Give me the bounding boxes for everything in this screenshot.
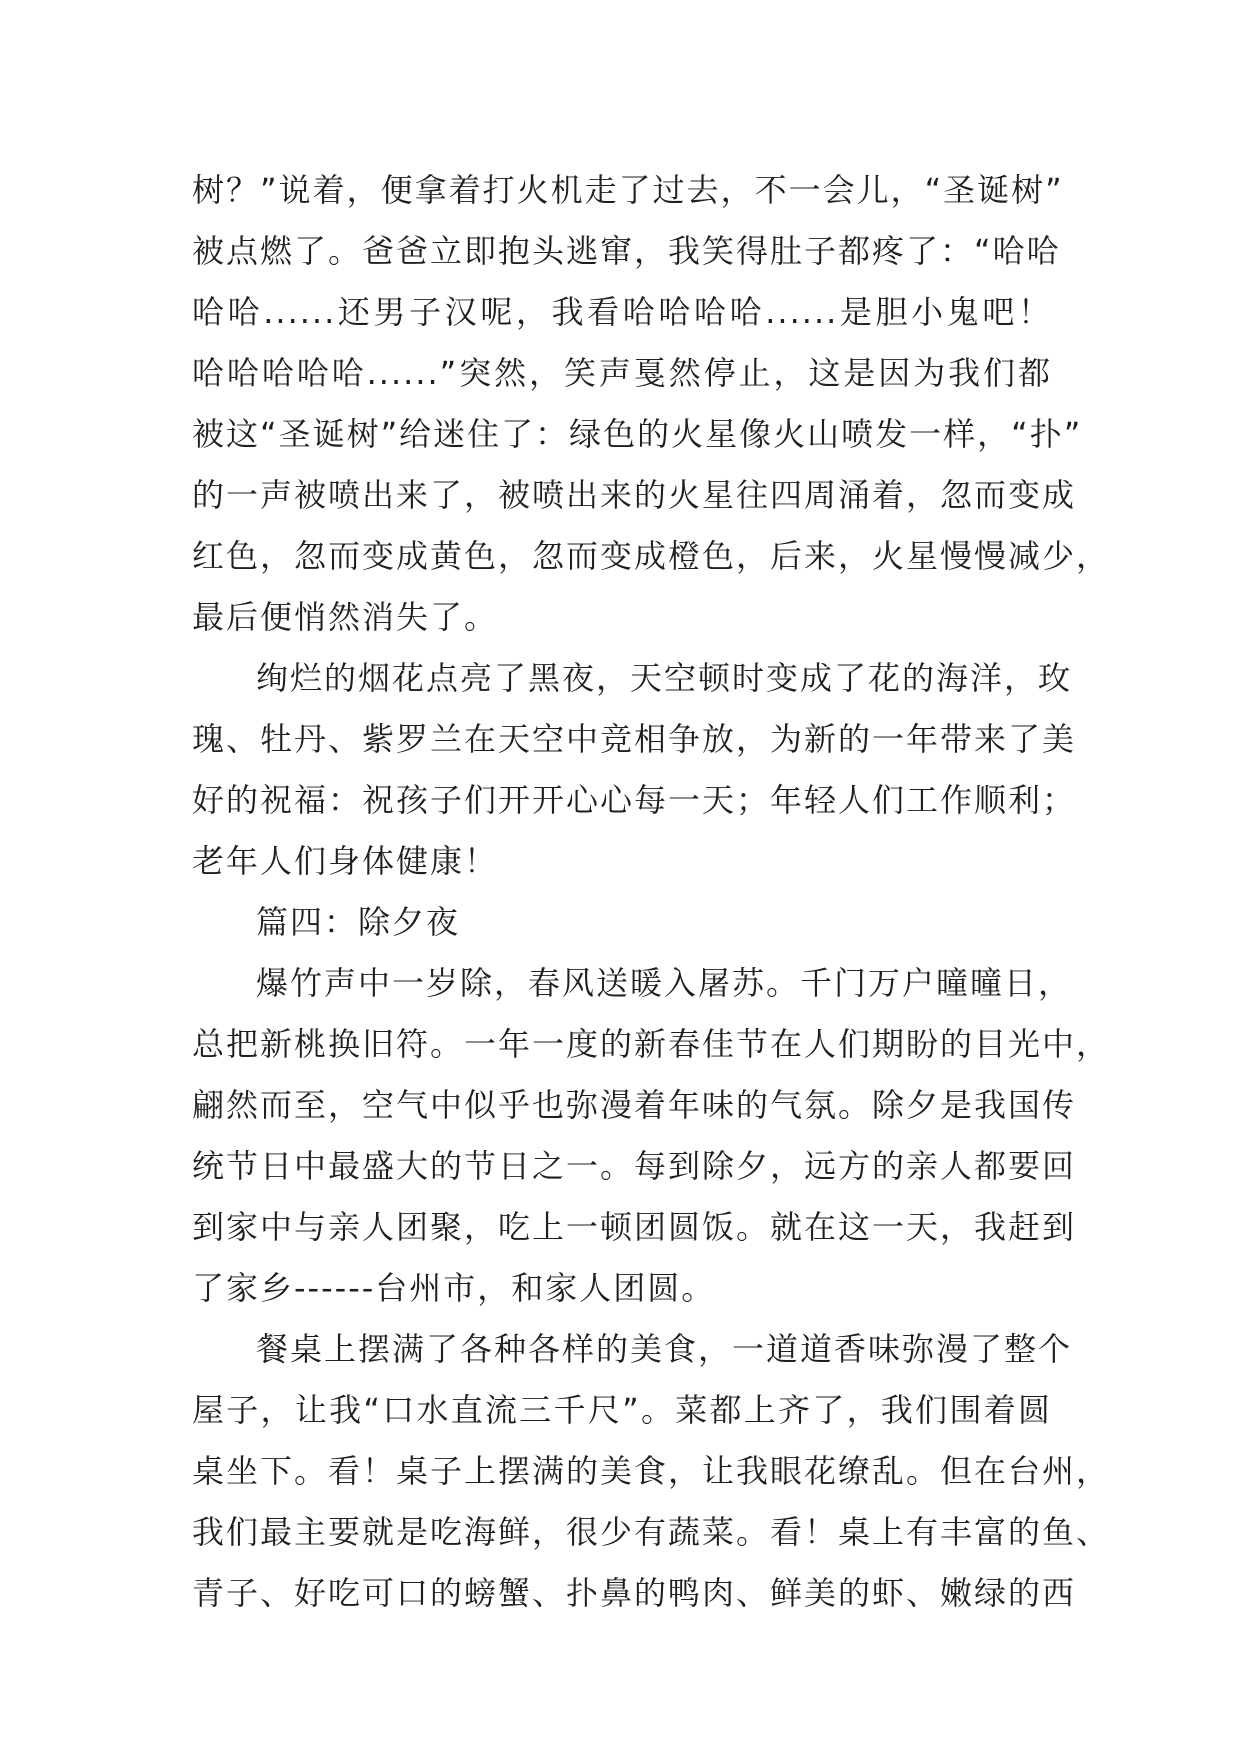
text-line: 我们最主要就是吃海鲜，很少有蔬菜。看！桌上有丰富的鱼、: [192, 1513, 1111, 1551]
text-line: 统节日中最盛大的节日之一。每到除夕，远方的亲人都要回: [192, 1147, 1077, 1185]
text-line: 到家中与亲人团聚，吃上一顿团圆饭。就在这一天，我赶到: [192, 1208, 1077, 1246]
paragraph-fireworks-tree: [192, 160, 1111, 648]
text-line: 好的祝福：祝孩子们开开心心每一天；年轻人们工作顺利；: [192, 781, 1077, 819]
section-heading: 篇四：除夕夜: [256, 903, 461, 941]
text-line: 最后便悄然消失了。: [192, 598, 499, 636]
text-line: 被这“圣诞树”给迷住了：绿色的火星像火山喷发一样，“扑”: [192, 415, 1083, 453]
text-line: 翩然而至，空气中似乎也弥漫着年味的气氛。除夕是我国传: [192, 1086, 1077, 1124]
text-line: 屋子，让我“口水直流三千尺”。菜都上齐了，我们围着圆: [192, 1391, 1052, 1429]
text-line: 了家乡------台州市，和家人团圆。: [192, 1269, 716, 1307]
text-line: 瑰、牡丹、紫罗兰在天空中竞相争放，为新的一年带来了美: [192, 720, 1077, 758]
text-line: 绚烂的烟花点亮了黑夜，天空顿时变成了花的海洋，玫: [256, 659, 1073, 697]
text-line: 树？”说着，便拿着打火机走了过去，不一会儿，“圣诞树”: [192, 171, 1064, 209]
text-line: 的一声被喷出来了，被喷出来的火星往四周涌着，忽而变成: [192, 476, 1077, 514]
text-line: 总把新桃换旧符。一年一度的新春佳节在人们期盼的目光中，: [192, 1025, 1111, 1063]
paragraph-new-year-eve: [192, 953, 1111, 1319]
text-column: [192, 160, 1111, 1624]
text-line: 哈哈哈哈哈......”突然，笑声戛然停止，这是因为我们都: [192, 354, 1052, 392]
text-line: 老年人们身体健康！: [192, 842, 499, 880]
text-line: 爆竹声中一岁除，春风送暖入屠苏。千门万户曈曈日，: [256, 964, 1073, 1002]
paragraph-dinner-table: [192, 1319, 1111, 1624]
text-line: 被点燃了。爸爸立即抱头逃窜，我笑得肚子都疼了：“哈哈: [192, 232, 1061, 270]
text-line: 哈哈......还男子汉呢，我看哈哈哈哈......是胆小鬼吧！: [192, 293, 1052, 331]
text-line: 红色，忽而变成黄色，忽而变成橙色，后来，火星慢慢减少，: [192, 537, 1111, 575]
text-line: 餐桌上摆满了各种各样的美食，一道道香味弥漫了整个: [256, 1330, 1073, 1368]
text-line: 青子、好吃可口的螃蟹、扑鼻的鸭肉、鲜美的虾、嫩绿的西: [192, 1574, 1077, 1612]
text-line: 桌坐下。看！桌子上摆满的美食，让我眼花缭乱。但在台州，: [192, 1452, 1111, 1490]
paragraph-fireworks-night: [192, 648, 1077, 892]
